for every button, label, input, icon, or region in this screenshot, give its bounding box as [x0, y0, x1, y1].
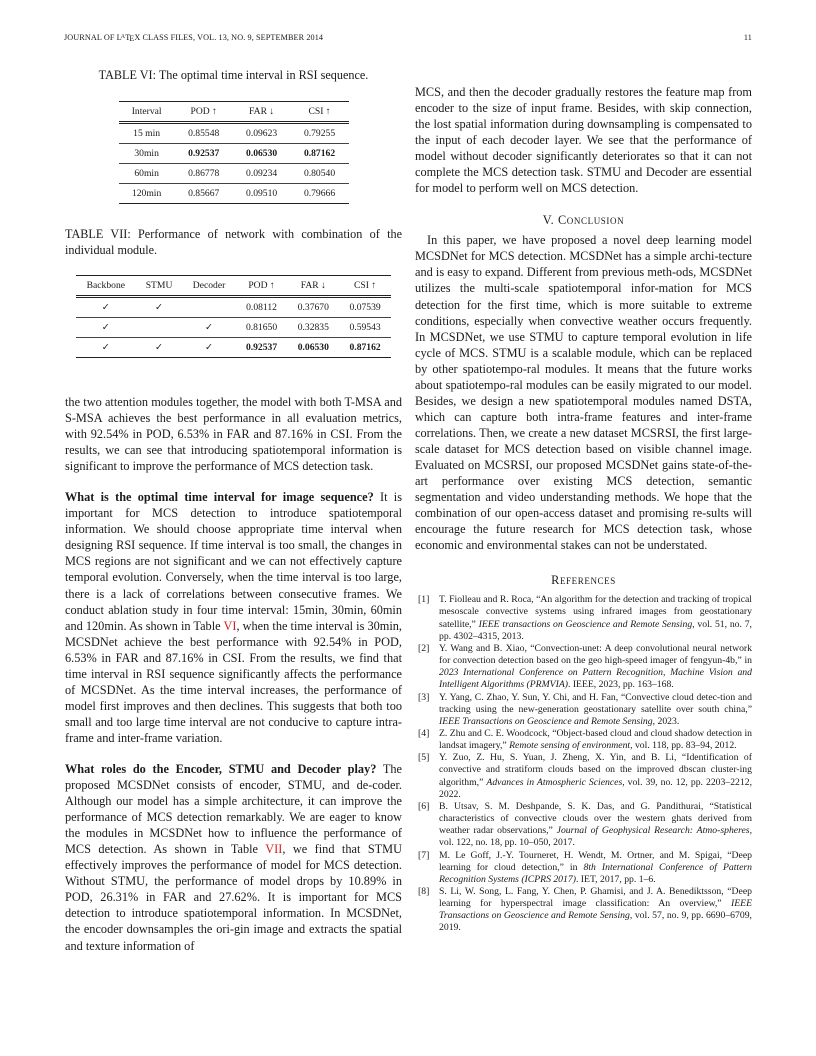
reference-item: [6] B. Utsav, S. M. Deshpande, S. K. Das, and G. Pandithurai, “Statistical characteristics of convective clouds over the western ghats derived from weather radar observations,” Journal of Geophysical Research: Atmo-spheres, vol. 122, no. 18, pp. 10–050, 2017.	[418, 800, 752, 849]
table-row	[76, 297, 391, 318]
cell-far: 0.06530	[287, 338, 339, 358]
reference-item: [5] Y. Zuo, Z. Hu, S. Yuan, J. Zheng, X. Yin, and B. Li, “Identification of convective and stratiform clouds based on the improved dbscan cluster-ing algorithm,” Advances in Atmospheric Sciences, vol. 39, no. 12, pp. 2203–2212, 2022.	[418, 752, 753, 800]
table-row	[76, 338, 391, 358]
table7-caption: TABLE VII: Performance of network with combination of the individual module.	[65, 227, 402, 257]
table7-header-row	[76, 276, 391, 297]
cell-pod: 0.81650	[236, 318, 288, 338]
table7-col-far: FAR ↓	[287, 276, 339, 297]
cell-csi: 0.80540	[291, 164, 349, 184]
cell-csi: 0.07539	[339, 297, 391, 318]
page-number: 11	[743, 33, 752, 42]
table7-col-stmu: STMU	[136, 276, 183, 297]
question-heading-module-roles: What roles do the Encoder, STMU and Decoder play?	[65, 761, 377, 776]
cell-far: 0.06530	[233, 144, 291, 164]
journal-title: JOURNAL OF $L^AT_EX$ CLASS FILES, VOL. 13, NO. 9, SEPTEMBER 2014	[64, 33, 324, 43]
running-header	[64, 33, 752, 43]
checkmark-icon: ✓	[136, 338, 183, 358]
checkmark-icon: ✓	[76, 318, 136, 338]
right-column	[415, 84, 752, 935]
table-row	[76, 318, 391, 338]
table6-col-interval: Interval	[119, 102, 175, 123]
cell-csi: 0.79666	[291, 184, 349, 204]
checkmark-icon: ✓	[182, 338, 235, 358]
table6-caption: TABLE VI: The optimal time interval in RSI sequence.	[98, 68, 369, 82]
table-row	[119, 144, 349, 164]
cell-far: 0.37670	[287, 297, 339, 318]
cell-pod: 0.08112	[236, 297, 288, 318]
reference-item: [2] Y. Wang and B. Xiao, “Convection-unet: A deep convolutional neural network for convection detection based on the geo high-speed imager of fengyun-4b,” in 2023 International Conference on Pattern Recognition, Machine Vision and Intelligent Algorithms (PRMVIA). IEEE, 2023, pp. 163–168.	[418, 642, 752, 691]
checkmark-icon: ✓	[182, 318, 235, 338]
table7-col-decoder: Decoder	[182, 276, 235, 297]
table-row	[119, 123, 349, 144]
table-row	[119, 164, 349, 184]
cell-pod: 0.86778	[175, 164, 233, 184]
latex-logo: $L^AT_EX$	[116, 33, 141, 43]
reference-item: [8] S. Li, W. Song, L. Fang, Y. Chen, P. Ghamisi, and J. A. Benediktsson, “Deep learning for hyperspectral image classification: An overview,” IEEE Transactions on Geoscience and Remote Sensing, vol. 57, no. 9, pp. 6690–6709, 2019.	[418, 886, 752, 934]
section-title-references: References	[551, 573, 616, 588]
cell-pod: 0.92537	[236, 338, 288, 358]
table6-col-pod: POD ↑	[175, 102, 233, 123]
cell-far: 0.09623	[233, 123, 291, 144]
paragraph-attention-modules: the two attention modules together, the model with both T-MSA and S-MSA achieves the best performance in all evaluation metrics, with 92.54% in POD, 6.53% in FAR and 87.16% in CSI. From the results, we can see that introducing spatiotemporal information is significant to improve the performance of MCS detection task.	[65, 395, 402, 474]
table7	[76, 275, 391, 358]
reference-list	[415, 594, 752, 934]
table-vi-link[interactable]: VI	[223, 618, 237, 633]
reference-item: [3] Y. Yang, C. Zhao, Y. Sun, Y. Chi, and H. Fan, “Convective cloud detec-tion and tracking using the new-generation geostationary satellite over south china,” IEEE Transactions on Geoscience and Remote Sensing, 2023.	[418, 691, 752, 727]
checkmark-icon	[182, 297, 235, 318]
cell-interval: 120min	[119, 184, 175, 204]
paragraph-decoder: MCS, and then the decoder gradually restores the feature map from encoder to the size of input frame. Besides, with skip connection, the lost spatial information during downsampling is compensated to the input of each decoder layer. We see that the performance of model without decoder significantly deteriorates so that it can not complete the MCS detection task. STMU and Decoder are essential for model to perform well on MCS detection.	[415, 85, 752, 196]
cell-csi: 0.59543	[339, 318, 391, 338]
cell-far: 0.09234	[233, 164, 291, 184]
checkmark-icon: ✓	[136, 297, 183, 318]
paragraph-conclusion: In this paper, we have proposed a novel deep learning model MCSDNet for MCS detection. MCSDNet has a simple archi-tecture and is easy to expand. Different from previous meth-ods, MCSDNet utilizes the multi-scale spatiotemporal infor-mation for MCS detection for the first time, which is more suitable to extreme conditions, especially when convective weather occurs frequently. In MCSDNet, we use STMU to capture temporal evolution in life cycle of MCS. STMU is a scalable module, which can be replaced by other spatiotempo-ral modules. It means that the future works about spatiotempo-ral modules can be easily migrated to our model. Besides, we design a new spatiotemporal modules named DSTA, which can capture both intra-frame features and inter-frame correlations. Then, we create a new dataset MCSRSI, the first large-scale dataset for MCS detection based on visible channel image. Evaluated on MCSRSI, our proposed MCSDNet gains state-of-the-art performance over existing MCS detection, semantic segmentation and video understanding methods. We hope that the combination of our open-access dataset and promising re-sults will encourage the future research for MCS detection task, whose economic and environmental stakes can not be understated.	[415, 233, 752, 553]
paragraph-time-interval: What is the optimal time interval for image sequence? It is important for MCS detection to introduce spatiotemporal information. We should choose appropriate time interval when designing RSI sequence. If time interval is too small, the changes in MCS regions are not significant and we can not effectively capture temporal evolution. Conversely, when the time interval is too large, there is a lack of correlations between consecutive frames. We conduct ablation study in four time interval: 15min, 30min, 60min and 120min. As shown in Table VI, when the time interval is 30min, MCSDNet achieve the best performance with 92.54% in POD, 6.53% in FAR and 87.16% in CSI. From the results, we find that time interval in RSI sequence significantly affects the performance of MCSDNet. As the time interval increases, the performance of model first improves and then declines. This suggests that both too small and too large time interval are not conducive to capture intra-frame and inter-frame variation.	[65, 490, 403, 745]
table-vii-link[interactable]: VII	[265, 842, 283, 857]
cell-far: 0.32835	[287, 318, 339, 338]
section-title-conclusion: V. Conclusion	[542, 213, 625, 228]
cell-pod: 0.92537	[175, 144, 233, 164]
table6-col-far: FAR ↓	[233, 102, 291, 123]
cell-pod: 0.85548	[175, 123, 233, 144]
left-column	[65, 66, 402, 954]
checkmark-icon	[136, 318, 183, 338]
reference-item: [1] T. Fiolleau and R. Roca, “An algorithm for the detection and tracking of tropical mesoscale convective systems using infrared images from geostationary satellite,” IEEE transactions on Geoscience and Remote Sensing, vol. 51, no. 7, pp. 4302–4315, 2013.	[418, 594, 752, 642]
table6-col-csi: CSI ↑	[291, 102, 349, 123]
checkmark-icon: ✓	[76, 338, 136, 358]
cell-far: 0.09510	[233, 184, 291, 204]
table7-col-backbone: Backbone	[76, 276, 136, 297]
paragraph-module-roles: What roles do the Encoder, STMU and Decoder play? The proposed MCSDNet consists of encoder, STMU, and de-coder. Although our model has a simple architecture, it can improve the performance of MCS detection remarkably. We are eager to know the modules in MCSDNet how to influence the performance of MCS detection. As shown in Table VII, we find that STMU effectively improves the performance of model for MCS detection. Without STMU, the performance of model drops by 10.89% in POD, 26.31% in FAR and 27.62%. It is important for MCS detection to introduce spatiotemporal information. In MCSDNet, the encoder downsamples the ori-gin image and extracts the spatial and texture information of	[65, 761, 402, 953]
table6-header-row	[119, 102, 349, 123]
checkmark-icon: ✓	[76, 297, 136, 318]
cell-csi: 0.79255	[291, 123, 349, 144]
cell-interval: 60min	[119, 164, 175, 184]
reference-item: [4] Z. Zhu and C. E. Woodcock, “Object-based cloud and cloud shadow detection in landsat imagery,” Remote sensing of environment, vol. 118, pp. 83–94, 2012.	[418, 727, 752, 752]
reference-item: [7] M. Le Goff, J.-Y. Tourneret, H. Wendt, M. Ortner, and M. Spigai, “Deep learning for cloud detection,” in 8th International Conference of Pattern Recognition Systems (ICPRS 2017). IET, 2017, pp. 1–6.	[418, 849, 752, 885]
cell-pod: 0.85667	[175, 184, 233, 204]
cell-interval: 30min	[119, 144, 175, 164]
table-row	[119, 184, 349, 204]
cell-csi: 0.87162	[339, 338, 391, 358]
table7-col-pod: POD ↑	[236, 276, 288, 297]
cell-interval: 15 min	[119, 123, 175, 144]
question-heading-time-interval: What is the optimal time interval for image sequence?	[65, 490, 374, 505]
table6	[119, 101, 349, 204]
table7-col-csi: CSI ↑	[339, 276, 391, 297]
cell-csi: 0.87162	[291, 144, 349, 164]
